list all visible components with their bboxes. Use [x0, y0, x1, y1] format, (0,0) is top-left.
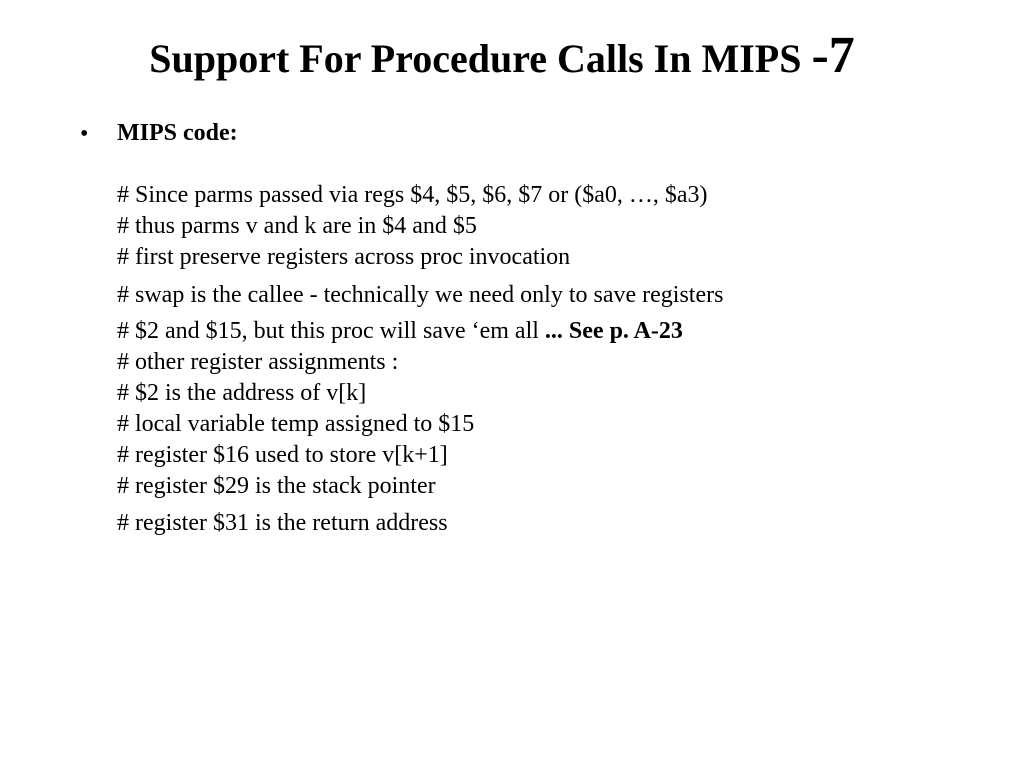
comment-text: # $2 and $15, but this proc will save ‘em all: [117, 318, 545, 344]
comment-line: # register $29 is the stack pointer: [117, 473, 436, 499]
section-heading: MIPS code:: [117, 120, 238, 146]
comment-line: # thus parms v and k are in $4 and $5: [117, 213, 477, 239]
comment-line: # first preserve registers across proc invocation: [117, 244, 571, 270]
page-reference: ... See p. A-23: [544, 318, 683, 344]
title-text: Support For Procedure Calls In MIPS: [149, 36, 812, 81]
comment-line: # other register assignments :: [117, 349, 399, 375]
comment-line: # swap is the callee - technically we need only to save registers: [117, 282, 724, 308]
comment-line: # register $31 is the return address: [117, 510, 448, 536]
comment-line: # register $16 used to store v[k+1]: [117, 442, 448, 468]
slide-title: [0, 24, 1004, 91]
comment-line: # $2 is the address of v[k]: [117, 380, 367, 406]
comment-line-with-reference: [117, 316, 683, 346]
bullet-marker: •: [80, 121, 89, 147]
comment-line: # Since parms passed via regs $4, $5, $6, $7 or ($a0, …, $a3): [117, 182, 708, 208]
comment-line: # local variable temp assigned to $15: [117, 411, 475, 437]
title-number: -7: [811, 27, 855, 84]
